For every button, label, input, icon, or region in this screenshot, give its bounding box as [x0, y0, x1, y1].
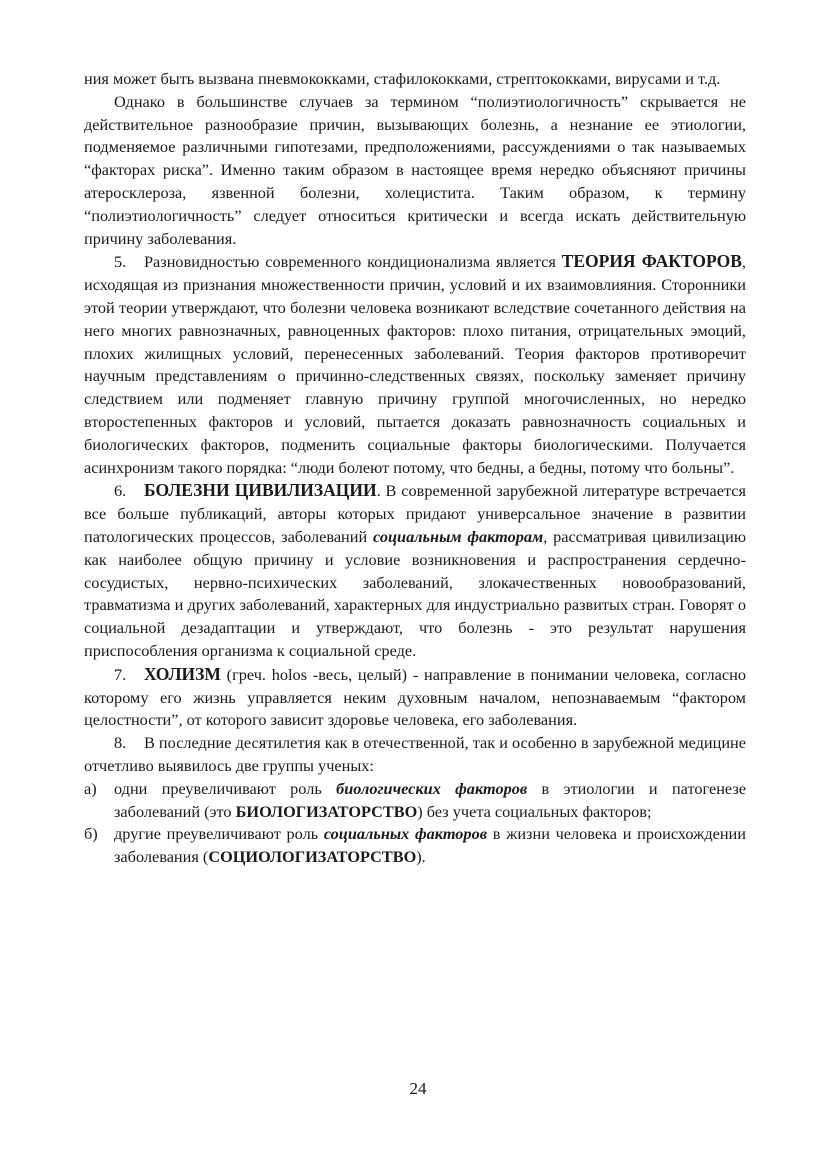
list-text-post: ). — [416, 847, 426, 867]
emphasis-biological-factors: биологических факторов — [336, 778, 528, 798]
paragraph-polyetiology: Однако в большинстве случаев за термином “полиэтиологичность” скрывается не действительное разнообразие причин, вызывающих болезнь, а незнание ее этиологии, подменяемое различными гипотезами, предположениями, рассуждениями о так называемых “факторах риска”. Именно таким образом в настоящее время нередко объясняют причины атеросклероза, язвенной болезни, холецистита. Таким образом, к термину “полиэтиологичность” следует относиться критически и всегда искать действительную причину заболевания. — [84, 91, 746, 248]
page-number: 24 — [409, 1079, 427, 1098]
item-7-holism — [84, 663, 746, 732]
item-text-post: (греч. holos -весь, целый) - направление в понимании человека, согласно которому его жизнь управляется неким духовным началом, непознаваемым “фактором целостности”, от которого зависит здоровье человека, его заболевания. — [84, 664, 746, 730]
term-biologizatorstvo: БИОЛОГИЗАТОРСТВО — [235, 801, 418, 821]
term-holism: ХОЛИЗМ — [144, 663, 221, 684]
list-body — [114, 823, 746, 869]
item-text-post: , исходящая из признания множественности причин, условий и их взаимовлияния. Сторонники этой теории утверждают, что болезни человека возникают вследствие сочетанного действия на него многих равнозначных, равноценных факторов: плохо питания, отрицательных эмоций, плохих жилищных условий, перенесенных заболеваний. Теория факторов противоречит научным представлениям о причинно-следственных связях, поскольку заменяет причину следствием или подменяет главную причину группой многочисленных, но нередко второстепенных факторов и условий, пытается доказать равнозначность социальных и биологических факторов, подменить социальные факторы биологическими. Получается асинхронизм такого порядка: “люди болеют потому, что бедны, а бедны, потому что больны”. — [84, 252, 746, 477]
item-8-two-groups — [84, 732, 746, 778]
list-marker: б) — [84, 824, 98, 844]
item-text-pre: . В современной зарубежной литературе встречается все больше публикаций, авторы которых придают универсальное значение в развитии патологических процессов, заболеваний — [84, 481, 746, 546]
item-5-factor-theory — [84, 250, 746, 479]
list-text-pre: другие преувеличивают роль — [114, 824, 324, 844]
term-sociologizatorstvo: СОЦИОЛОГИЗАТОРСТВО — [208, 847, 417, 867]
document-page — [84, 68, 746, 869]
emphasis-social-factors: социальным факторам — [373, 526, 544, 546]
item-number: 7. — [114, 664, 127, 684]
item-6-civilization-diseases — [84, 479, 746, 662]
term-civilization-diseases: БОЛЕЗНИ ЦИВИЛИЗАЦИИ — [144, 480, 377, 501]
item-text-pre: Разновидностью современного кондиционализма является — [144, 252, 562, 272]
list-text-mid: в этиологии и патогенезе заболеваний (это — [114, 778, 747, 821]
item-text: В последние десятилетия как в отечественной, так и особенно в зарубежной медицине отчетливо выявилось две группы ученых: — [84, 733, 746, 775]
item-text-post: , рассматривая цивилизацию как наиболее общую причину и условие возникновения и распространения сердечно-сосудистых, нервно-психических заболеваний, злокачественных новообразований, травматизма и других заболеваний, характерных для индустриально развитых стран. Говорят о социальной дезадаптации и утверждают, что болезнь - это результат нарушения приспособления организма к социальной среде. — [84, 526, 746, 660]
list-body — [114, 778, 746, 824]
list-item-b — [84, 823, 746, 869]
term-factor-theory: ТЕОРИЯ ФАКТОРОВ — [561, 251, 742, 272]
list-item-a — [84, 778, 746, 824]
list-text-mid: в жизни человека и происхождении заболевания ( — [114, 824, 746, 867]
item-number: 5. — [114, 252, 127, 272]
list-text-post: ) без учета социальных факторов; — [417, 801, 652, 821]
paragraph-continuation: ния может быть вызвана пневмококками, стафилококками, стрептококками, вирусами и т.д. — [84, 69, 721, 88]
item-number: 6. — [114, 481, 127, 501]
item-number: 8. — [114, 733, 127, 753]
list-text-pre: одни преувеличивают роль — [114, 778, 337, 798]
emphasis-social-factors: социальных факторов — [323, 824, 487, 844]
list-marker: а) — [84, 778, 97, 798]
